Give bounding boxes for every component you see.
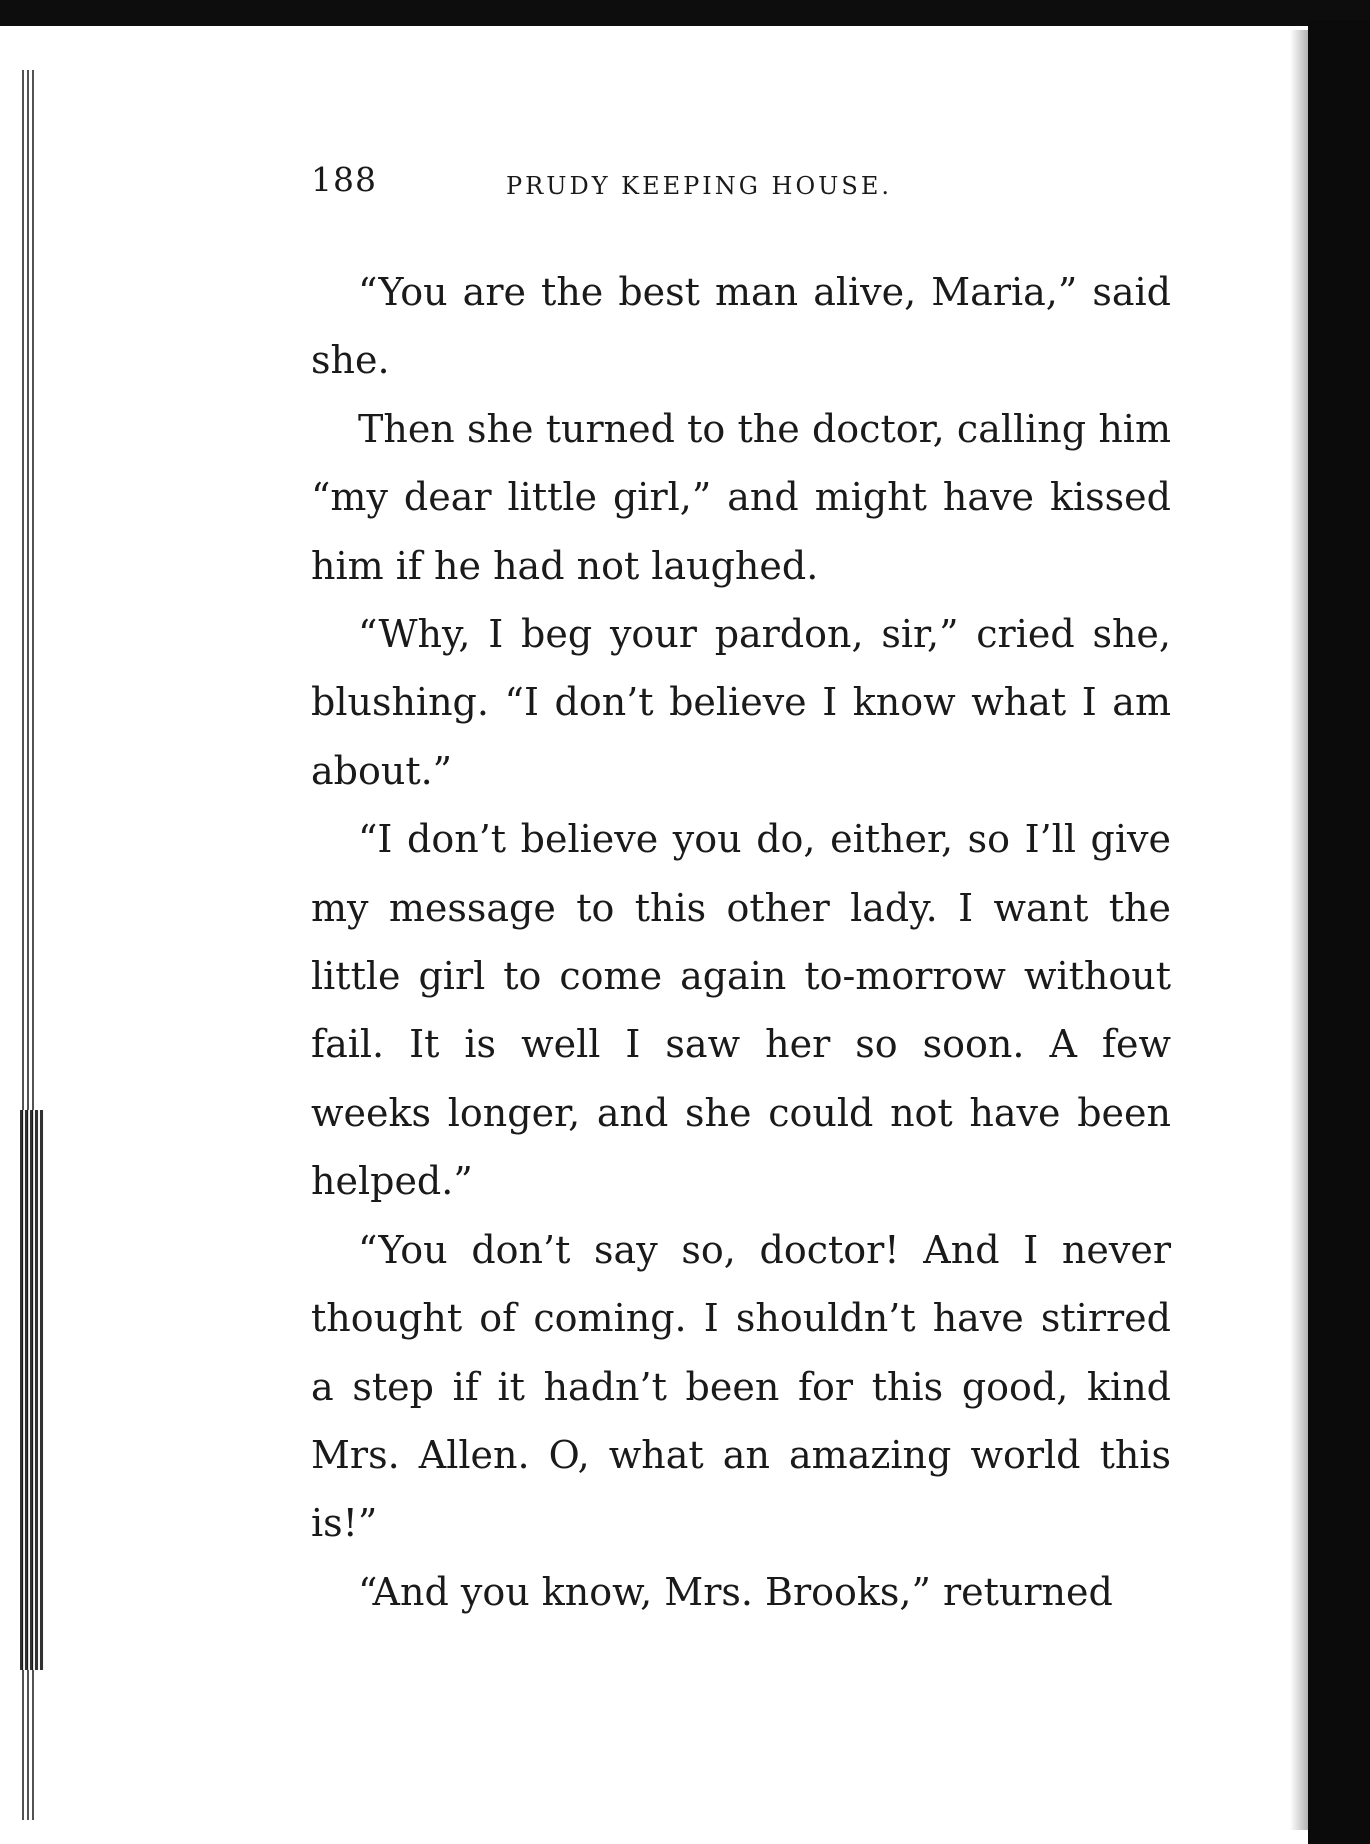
paragraph: “You are the best man alive, Maria,” said she. [311, 270, 1171, 383]
paragraph: “You don’t say so, doctor! And I never thought of coming. I shouldn’t have stirred a step if it hadn’t been for this good, kind Mrs. Allen. O, what an amazing world this is!” [311, 1227, 1171, 1546]
scan-right-gutter-shadow [1290, 30, 1308, 1830]
running-head [311, 150, 1171, 200]
paragraph: “I don’t believe you do, either, so I’ll give my message to this other lady. I want the little girl to come again to-morrow without fail. It is well I saw her so soon. A few weeks longer, and she could not have been helped.” [311, 817, 1171, 1204]
scan-top-border [0, 0, 1370, 26]
scan-left-binding-shadow [20, 1110, 44, 1670]
running-title: PRUDY KEEPING HOUSE. [506, 172, 892, 200]
scan-right-border [1308, 20, 1370, 1844]
paragraph: “And you know, Mrs. Brooks,” returned [358, 1569, 1113, 1614]
paragraph: “Why, I beg your pardon, sir,” cried she, blushing. “I don’t believe I know what I am about.” [311, 612, 1171, 793]
page-number: 188 [311, 160, 377, 199]
book-page [311, 150, 1171, 1614]
body-text [311, 258, 1171, 1626]
paragraph: Then she turned to the doctor, calling him “my dear little girl,” and might have kissed him if he had not laughed. [311, 406, 1171, 588]
